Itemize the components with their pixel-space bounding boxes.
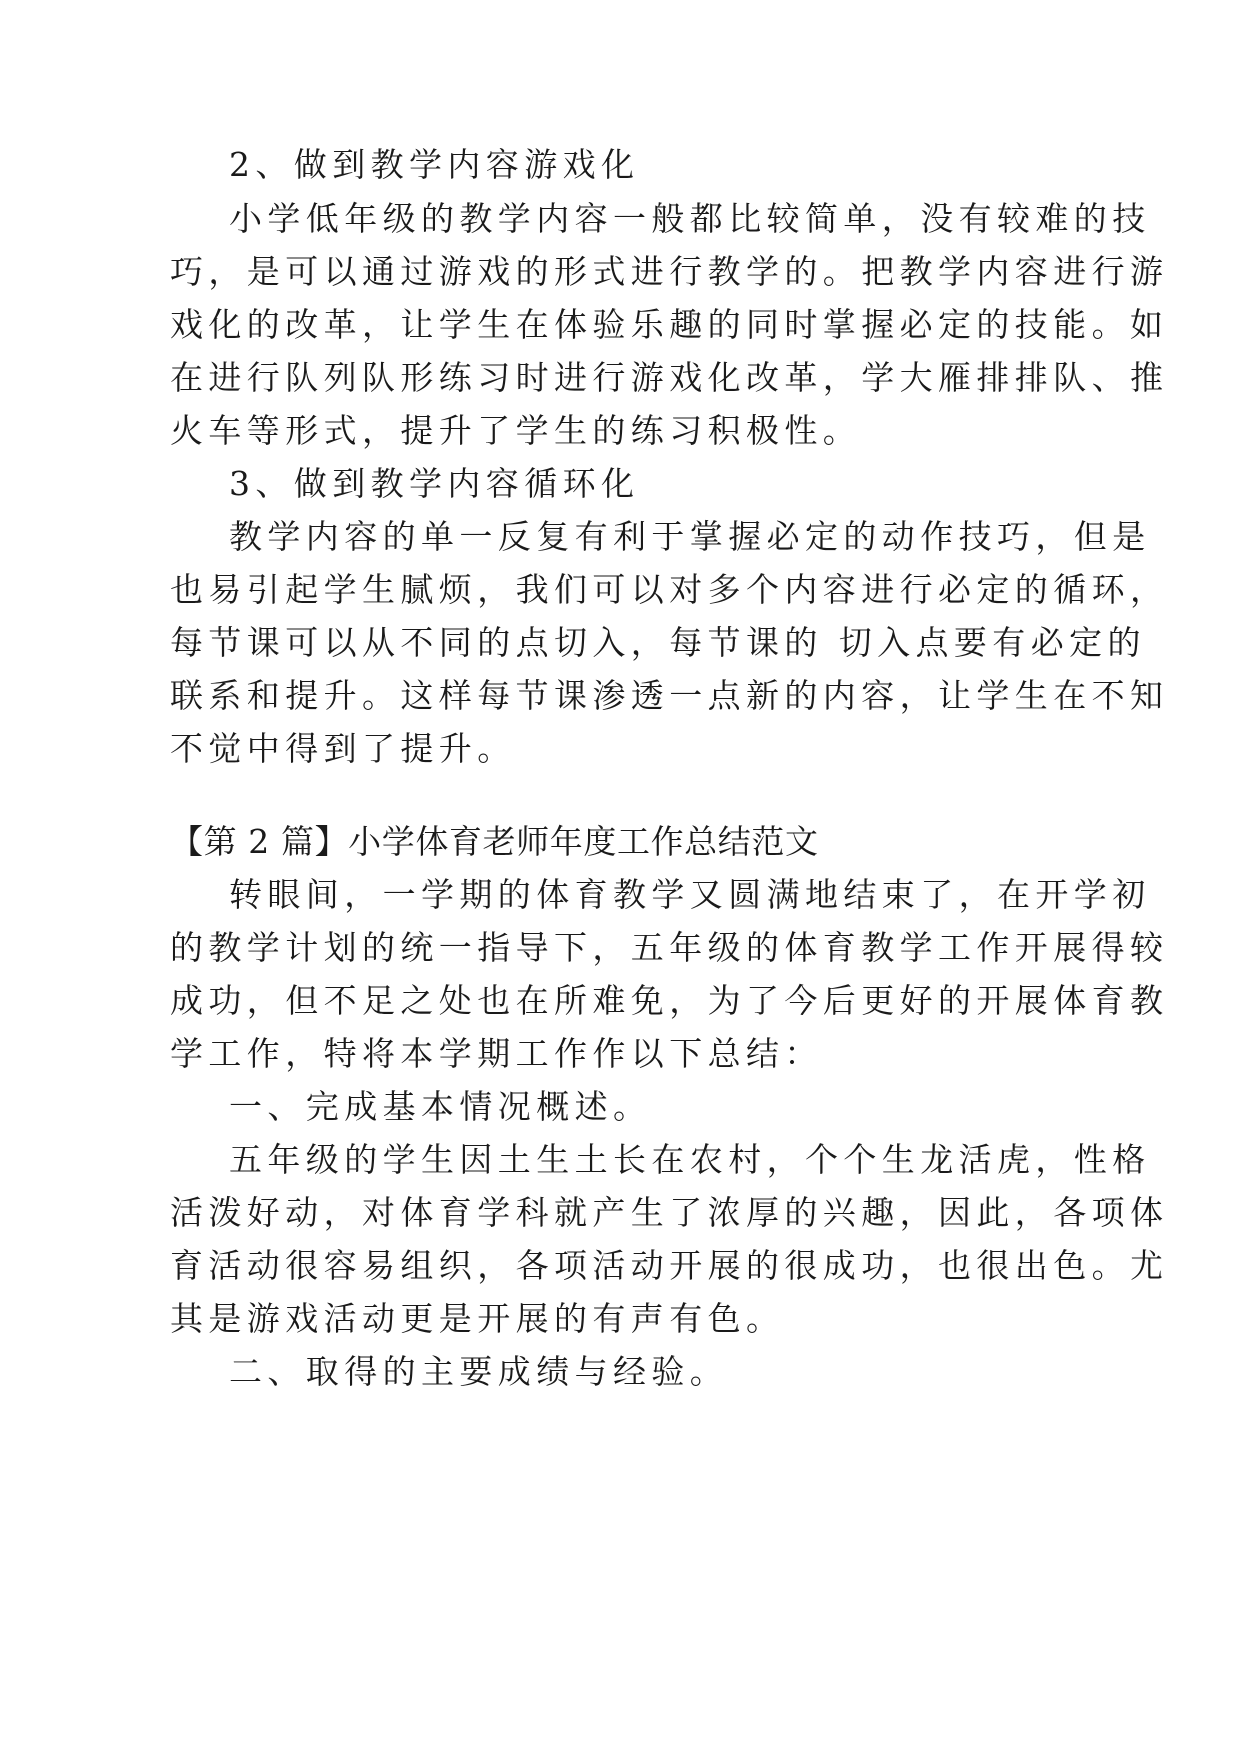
heading-teaching-content-gamified: 2、做到教学内容游戏化 [229,145,640,184]
paragraph-line: 巧，是可以通过游戏的形式进行教学的。把教学内容进行游 [170,252,1169,291]
paragraph-line: 在进行队列队形练习时进行游戏化改革，学大雁排排队、推 [170,358,1169,397]
paragraph-line: 五年级的学生因土生土长在农村，个个生龙活虎，性格 [229,1140,1151,1179]
paragraph-line: 不觉中得到了提升。 [170,729,516,768]
paragraph-line: 教学内容的单一反复有利于掌握必定的动作技巧，但是 [229,517,1151,556]
paragraph-line: 每节课可以从不同的点切入，每节课的 切入点要有必定的 [170,623,1146,662]
paragraph-line: 联系和提升。这样每节课渗透一点新的内容，让学生在不知 [170,676,1169,715]
paragraph-line: 其是游戏活动更是开展的有声有色。 [170,1299,785,1338]
paragraph-line: 转眼间，一学期的体育教学又圆满地结束了，在开学初 [229,875,1151,914]
heading-teaching-content-cyclic: 3、做到教学内容循环化 [229,464,640,503]
paragraph-line: 育活动很容易组织，各项活动开展的很成功，也很出色。尤 [170,1246,1169,1285]
paragraph-line: 的教学计划的统一指导下，五年级的体育教学工作开展得较 [170,928,1169,967]
paragraph-line: 成功，但不足之处也在所难免，为了今后更好的开展体育教 [170,981,1169,1020]
paragraph-line: 活泼好动，对体育学科就产生了浓厚的兴趣，因此，各项体 [170,1193,1169,1232]
paragraph-line: 也易引起学生腻烦，我们可以对多个内容进行必定的循环， [170,570,1169,609]
heading-achievements: 二、取得的主要成绩与经验。 [229,1352,729,1391]
paragraph-line: 学工作，特将本学期工作作以下总结： [170,1034,823,1073]
article-title: 【第 2 篇】小学体育老师年度工作总结范文 [170,822,819,861]
paragraph-line: 火车等形式，提升了学生的练习积极性。 [170,411,862,450]
heading-basic-overview: 一、完成基本情况概述。 [229,1087,652,1126]
paragraph-line: 小学低年级的教学内容一般都比较简单，没有较难的技 [229,199,1151,238]
paragraph-line: 戏化的改革，让学生在体验乐趣的同时掌握必定的技能。如 [170,305,1169,344]
